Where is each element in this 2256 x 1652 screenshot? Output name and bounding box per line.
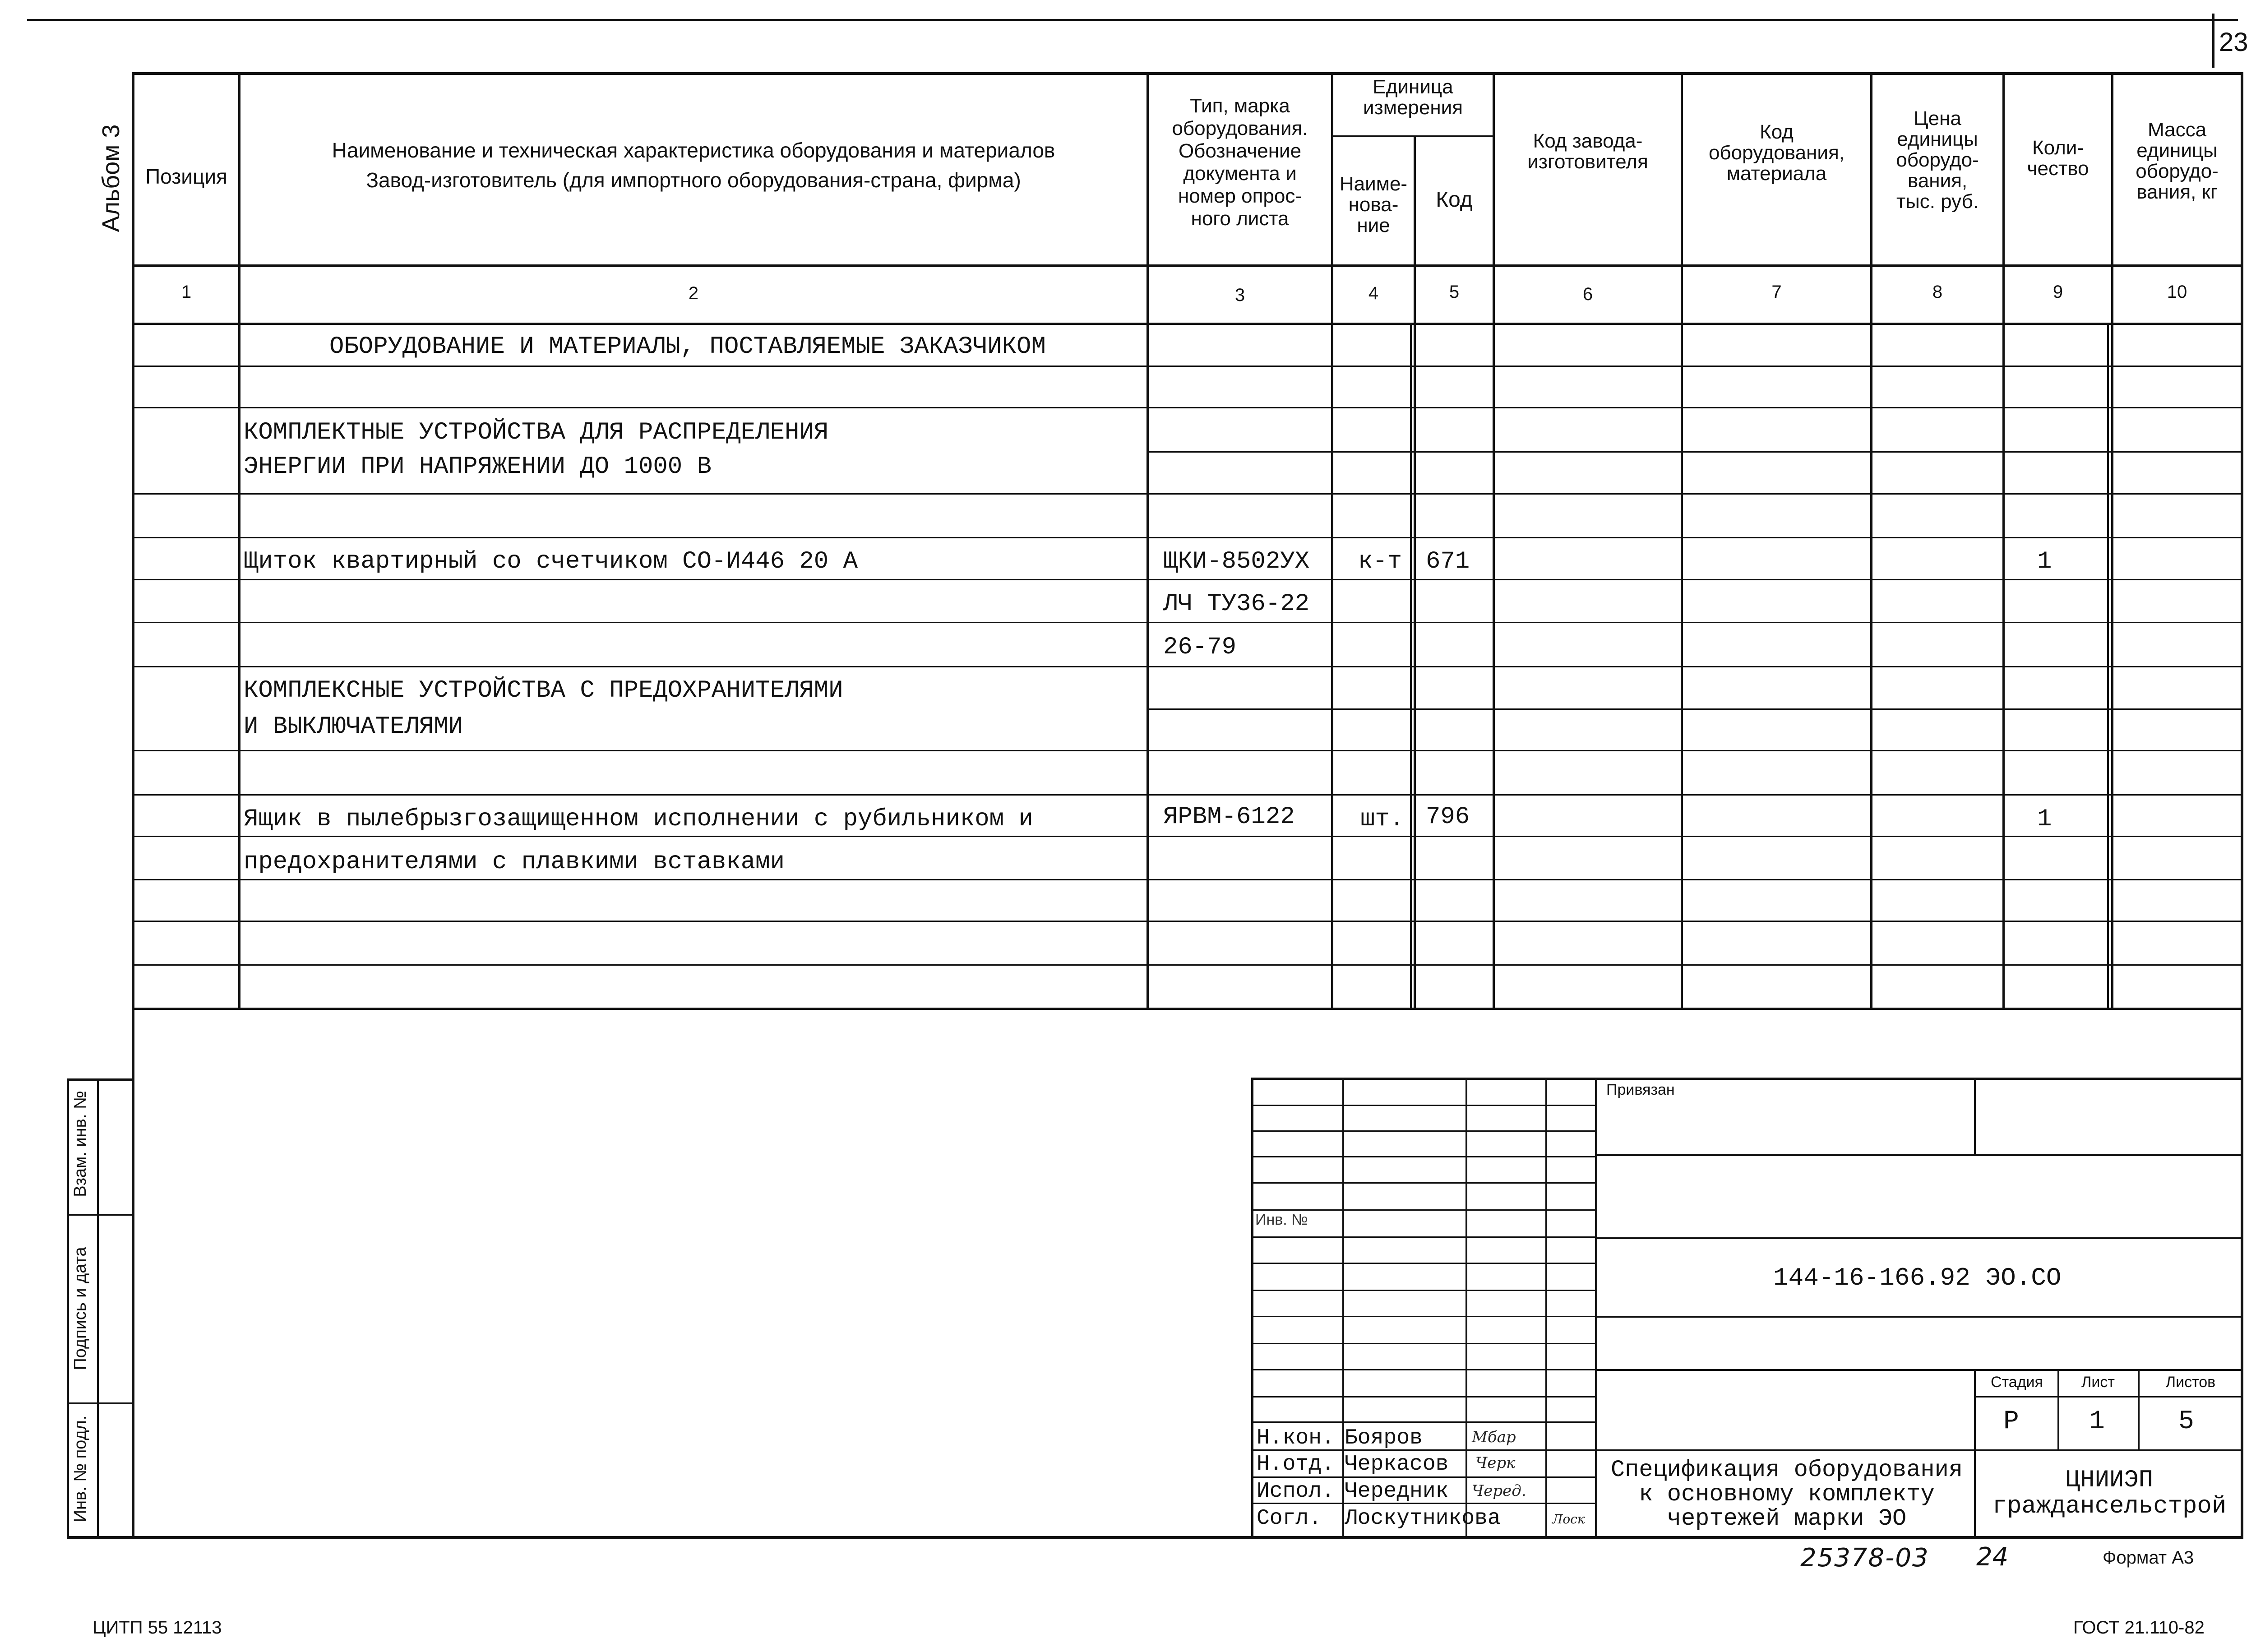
header-type: Тип, марка оборудования. Обозначение документа и номер опрос- ного листа [1172,95,1308,230]
colnum-9: 9 [2053,282,2063,302]
frame-bottom [67,1536,2243,1539]
signer-name-4: Лоскутникова [1345,1506,1501,1531]
tb-left [1251,1078,1253,1538]
col-line-7 [1870,72,1872,1010]
header-unit-code: Код [1436,188,1473,212]
album-label: Альбом 3 [97,124,125,232]
tb-h [1251,1290,1596,1291]
tb-h [1251,1343,1596,1344]
tb-v4 [1595,1078,1597,1538]
colnum-2: 2 [688,283,699,303]
inner-box-right [2107,325,2109,1010]
colnum-7: 7 [1771,282,1782,302]
item2-unit: шт. [1360,805,1405,833]
tb-h [1251,1476,1596,1478]
signer-sign-2: Черк [1475,1454,1516,1472]
tb-title-line1: Спецификация оборудования [1610,1457,1963,1483]
top-line [27,19,2238,21]
tb-stage-div [1974,1369,1976,1539]
row-line [132,407,2243,408]
colnum-1: 1 [181,282,192,302]
signer-sign-3: Черед. [1472,1482,1526,1500]
signer-name-1: Бояров [1345,1426,1423,1450]
group1-line2: ЭНЕРГИИ ПРИ НАПРЯЖЕНИИ ДО 1000 В [244,453,712,481]
page-number-box-left [2212,14,2214,68]
signer-name-2: Черкасов [1345,1452,1449,1476]
numbers-bottom [132,323,2243,325]
tb-h [1251,1156,1596,1157]
row-line [132,579,2243,580]
format-label: Формат A3 [2103,1548,2194,1568]
bottom-right-code: ГОСТ 21.110-82 [2073,1618,2205,1638]
tb-stage-label: Стадия [1991,1374,2043,1391]
tb-r-h5 [1974,1396,2243,1397]
tb-title-line3: чертежей марки ЭО [1667,1505,1907,1532]
signer-sign-4: Лоск [1552,1512,1585,1527]
tb-h [1251,1182,1596,1184]
item2-name2: предохранителями с плавкими вставками [244,848,785,876]
header-mass: Масса единицы оборудо- вания, кг [2136,119,2219,203]
header-unit-group: Единица измерения [1363,76,1463,119]
unit-subheader-line [1331,135,1493,137]
tb-sheets: 5 [2178,1407,2194,1436]
group1-line1: КОМПЛЕКТНЫЕ УСТРОЙСТВА ДЛЯ РАСПРЕДЕЛЕНИЯ [244,419,829,446]
tb-h [1251,1105,1596,1106]
row-line [132,794,2243,796]
tb-sheet-label: Лист [2081,1374,2115,1391]
signer-sign-1: Мбар [1472,1428,1516,1446]
side-sign-date: Подпись и дата [71,1247,90,1370]
signer-role-3: Испол. [1257,1479,1335,1504]
handwritten-sheet: 24 [1976,1542,2009,1572]
side-vzam-inv: Взам. инв. № [71,1091,90,1197]
item1-type: ЩКИ-8502УХ [1163,548,1310,575]
header-unit-name: Наиме- нова- ние [1339,173,1408,236]
tb-h [1251,1369,1596,1370]
side-inv-orig: Инв. № подл. [71,1415,90,1522]
tb-sheets-label: Листов [2165,1374,2216,1391]
tb-v2 [1465,1078,1467,1538]
section-title: ОБОРУДОВАНИЕ И МАТЕРИАЛЫ, ПОСТАВЛЯЕМЫЕ ЗАКАЗЧИКОМ [329,333,1046,361]
tb-r-h2 [1595,1237,2243,1239]
signer-role-2: Н.отд. [1257,1452,1335,1476]
tb-r-h3 [1595,1316,2243,1318]
tb-r-h4 [1595,1369,2243,1371]
colnum-6: 6 [1582,284,1593,304]
item1-doc2: 26-79 [1163,634,1237,661]
tb-r-h6 [1595,1449,2243,1451]
header-quantity: Коли- чество [2027,137,2089,180]
tb-h [1251,1130,1596,1132]
header-name: Наименование и техническая характеристика оборудования и материалов Завод-изготовитель (для импортного оборудования-страна, фирма) [332,139,1055,192]
frame-top [132,72,2243,75]
header-equipment-code: Код оборудования, материала [1708,121,1845,185]
row-line [1146,451,2243,453]
handwritten-number: 25378-03 [1800,1543,1929,1573]
tb-sheets-div [2138,1369,2140,1450]
col-line-9 [2111,72,2113,1010]
row-line [132,493,2243,495]
item2-quantity: 1 [2037,805,2052,833]
row-line [132,836,2243,837]
item1-unit: к-т [1358,548,1402,575]
tb-h [1251,1316,1596,1317]
header-factory-code: Код завода- изготовителя [1527,130,1648,173]
tb-top [1251,1078,2243,1080]
row-line [132,750,2243,751]
colnum-10: 10 [2167,282,2187,302]
tb-org-line1: ЦНИИЭП [2065,1467,2154,1494]
item2-name1: Ящик в пылебрызгозащищенном исполнении с рубильником и [244,805,1033,833]
page-number: 23 [2219,28,2248,57]
tb-sheet-div [2057,1369,2059,1450]
row-line [132,921,2243,922]
row-line [132,622,2243,623]
tb-h [1251,1236,1596,1238]
tb-v1 [1342,1078,1344,1538]
tb-h [1251,1209,1596,1211]
table-bottom [132,1008,2243,1010]
row-line [1146,708,2243,710]
tb-r-h1 [1595,1154,2243,1156]
item1-code: 671 [1426,548,1470,575]
side-stamp-divider [97,1078,99,1539]
group2-line1: КОМПЛЕКСНЫЕ УСТРОЙСТВА С ПРЕДОХРАНИТЕЛЯМИ [244,677,843,704]
tb-inv-no: Инв. № [1255,1211,1308,1228]
side-stamp-left [67,1078,69,1539]
col-line-8 [2002,72,2005,1010]
header-price: Цена единицы оборудо- вания, тыс. руб. [1896,107,1979,213]
row-line [132,537,2243,538]
tb-h [1251,1263,1596,1264]
bottom-left-code: ЦИТП 55 12113 [92,1618,222,1638]
tb-org-line2: граждансельстрой [1992,1493,2227,1520]
frame-right [2241,72,2243,1539]
item1-quantity: 1 [2037,548,2052,575]
row-line [132,879,2243,880]
signer-role-1: Н.кон. [1257,1426,1335,1450]
header-position: Позиция [145,165,227,188]
col-line-6 [1681,72,1683,1010]
item1-doc1: ЛЧ ТУ36-22 [1163,590,1310,618]
signer-name-3: Чередник [1345,1479,1449,1504]
tb-privyazan: Привязан [1606,1081,1675,1098]
item1-name: Щиток квартирный со счетчиком СО-И446 20 А [244,548,858,575]
tb-h [1251,1421,1596,1423]
signer-role-4: Согл. [1257,1506,1322,1531]
colnum-4: 4 [1368,283,1379,303]
side-stamp-sep1 [67,1214,134,1216]
row-line [132,666,2243,667]
colnum-3: 3 [1234,285,1245,305]
tb-doc-code: 144-16-166.92 ЭО.СО [1773,1263,2062,1292]
tb-stage: Р [2003,1407,2019,1436]
header-bottom [132,264,2243,267]
tb-sheet: 1 [2089,1407,2105,1436]
col-line-5b [1410,325,1412,1010]
row-line [132,366,2243,367]
colnum-5: 5 [1449,282,1460,302]
col-line-1 [238,72,240,1010]
tb-title-line2: к основному комплекту [1639,1481,1935,1508]
group2-line2: И ВЫКЛЮЧАТЕЛЯМИ [244,713,463,740]
colnum-8: 8 [1932,282,1943,302]
tb-privyazan-div [1974,1078,1976,1155]
item2-type: ЯРВМ-6122 [1163,803,1295,831]
row-line [132,964,2243,966]
tb-v3 [1545,1078,1547,1538]
tb-h [1251,1396,1596,1397]
item2-code: 796 [1426,803,1470,831]
col-line-5 [1493,72,1495,1010]
